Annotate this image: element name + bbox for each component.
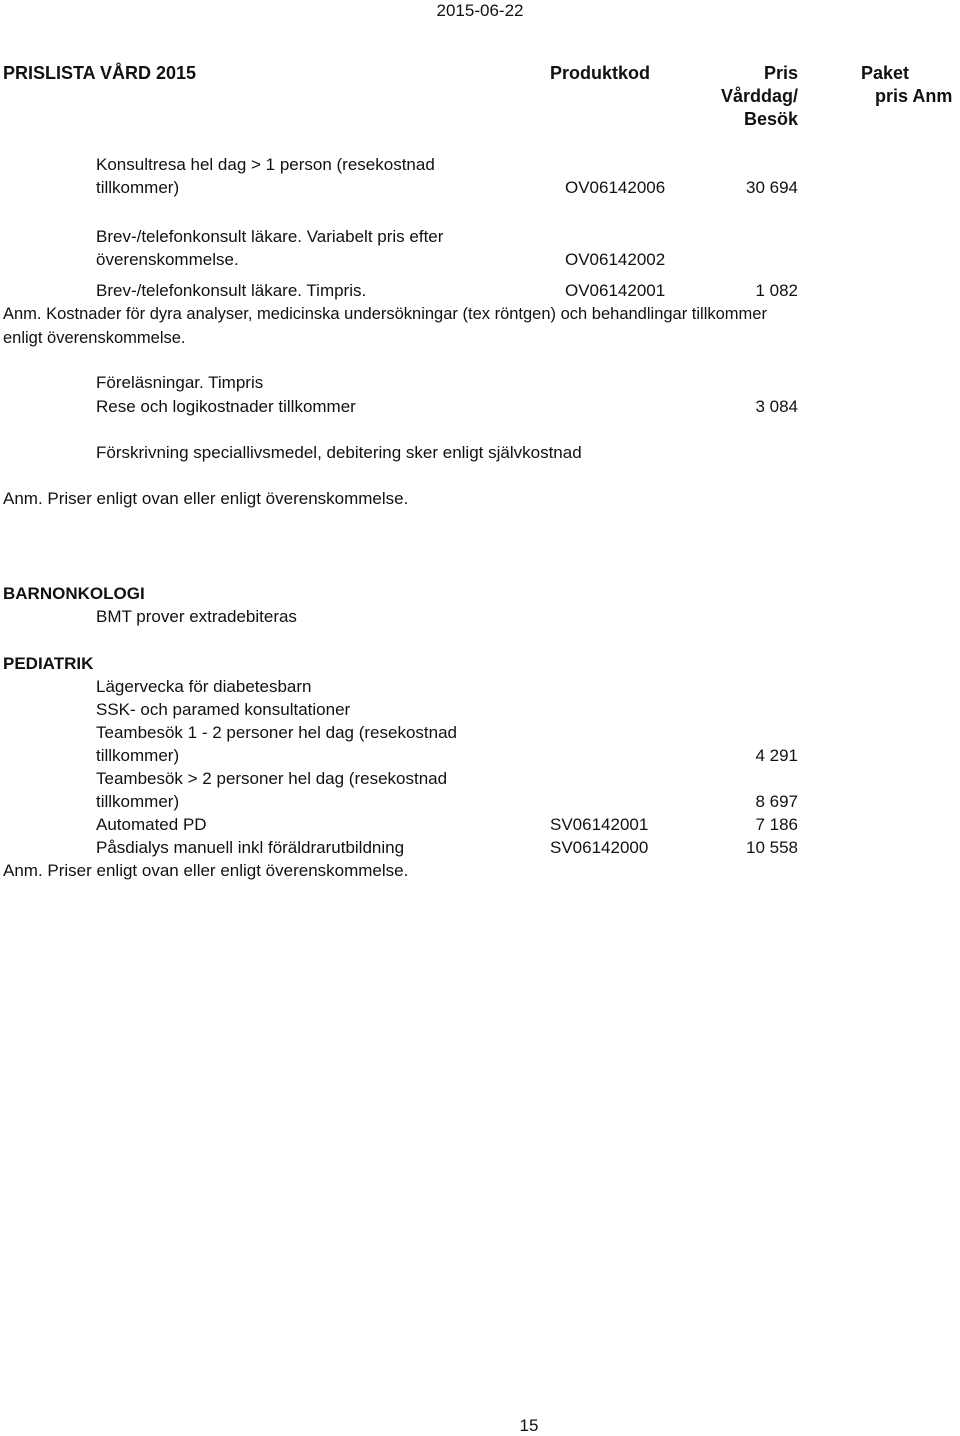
list-item-description: BMT prover extradebiteras	[96, 607, 297, 626]
list-item-code: OV06142001	[565, 281, 666, 300]
list-item-description: tillkommer)	[96, 746, 180, 765]
column-header-paket-sub: pris Anm	[875, 86, 953, 106]
column-header-produktkod: Produktkod	[550, 63, 651, 83]
list-item-description: Lägervecka för diabetesbarn	[96, 677, 312, 696]
section-heading-pediatrik: PEDIATRIK	[3, 654, 94, 673]
note-text: Anm. Priser enligt ovan eller enligt överenskommelse.	[3, 489, 409, 508]
list-item-description: Påsdialys manuell inkl föräldrarutbildning	[96, 838, 405, 857]
list-item-description: Brev-/telefonkonsult läkare. Variabelt pris efter	[96, 227, 444, 246]
column-header-paket: Paket	[861, 63, 910, 83]
note-text: Anm. Kostnader för dyra analyser, medicinska undersökningar (tex röntgen) och behandlingar tillkommer	[3, 305, 767, 323]
list-item-code: SV06142001	[550, 815, 649, 834]
list-item-price: 4 291	[755, 746, 798, 765]
list-item-price: 7 186	[755, 815, 798, 834]
column-header-pris-sub1: Vårddag/	[720, 86, 798, 106]
list-item-description: Automated PD	[96, 815, 207, 834]
list-item-description: SSK- och paramed konsultationer	[96, 700, 351, 719]
list-item-code: SV06142000	[550, 838, 649, 857]
list-item-code: OV06142006	[565, 178, 666, 197]
list-item-code: OV06142002	[565, 250, 666, 269]
note-text: enligt överenskommelse.	[3, 329, 186, 347]
list-item-description: tillkommer)	[96, 792, 180, 811]
section-heading-barnonkologi: BARNONKOLOGI	[3, 584, 145, 603]
list-item-description: Föreläsningar. Timpris	[96, 373, 264, 392]
column-header-pris-sub2: Besök	[743, 109, 798, 129]
list-item-price: 3 084	[755, 397, 798, 416]
list-item-description: Rese och logikostnader tillkommer	[96, 397, 356, 416]
list-item-price: 1 082	[755, 281, 798, 300]
list-item-price: 10 558	[746, 838, 798, 857]
list-item-price: 30 694	[746, 178, 798, 197]
list-item-description: Teambesök > 2 personer hel dag (resekostnad	[96, 769, 448, 788]
list-item-description: Brev-/telefonkonsult läkare. Timpris.	[96, 281, 367, 300]
column-header-pris: Pris	[763, 63, 798, 83]
note-text: Anm. Priser enligt ovan eller enligt överenskommelse.	[3, 861, 409, 880]
list-item-description: Teambesök 1 - 2 personer hel dag (resekostnad	[96, 723, 457, 742]
page-number: 15	[519, 1416, 539, 1435]
list-item-description: Konsultresa hel dag > 1 person (resekostnad	[96, 155, 435, 174]
list-item-description: tillkommer)	[96, 178, 180, 197]
list-item-description: Förskrivning speciallivsmedel, debitering sker enligt självkostnad	[96, 443, 582, 462]
document-date: 2015-06-22	[436, 1, 524, 20]
list-item-description: överenskommelse.	[96, 250, 239, 269]
document-title: PRISLISTA VÅRD 2015	[3, 63, 197, 83]
list-item-price: 8 697	[755, 792, 798, 811]
